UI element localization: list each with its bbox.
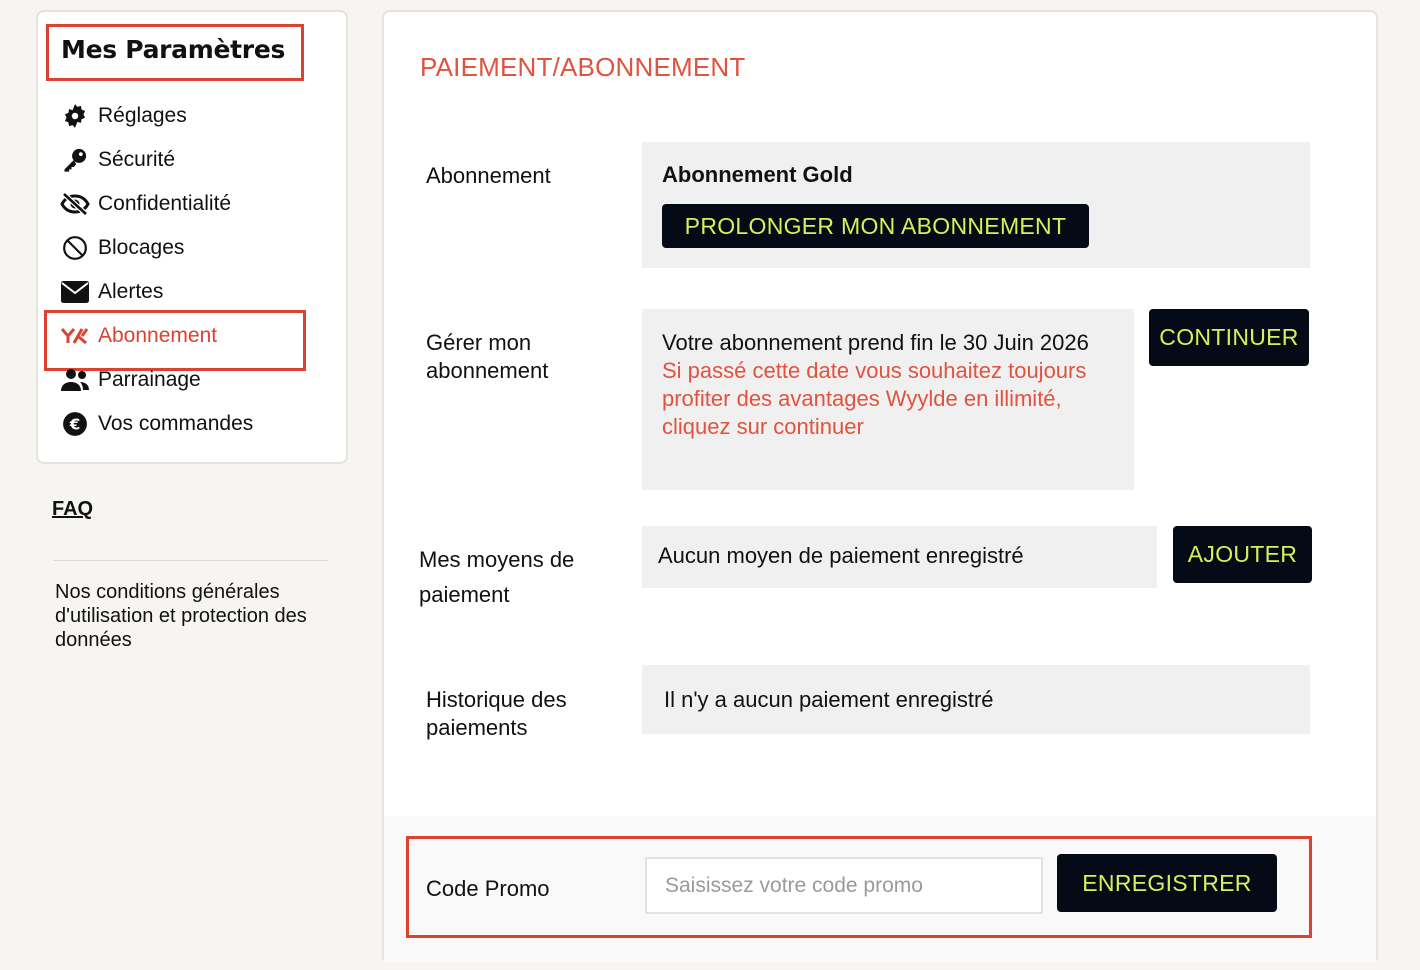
add-payment-button[interactable]: AJOUTER [1173,526,1312,583]
sidebar-item-label: Parrainage [98,368,201,391]
manage-subscription-label: Gérer mon abonnement [426,330,549,383]
users-icon [60,366,90,394]
sidebar-item-label: Alertes [98,280,164,303]
sidebar-item-alertes[interactable] [60,270,320,314]
subscription-warning: Si passé cette date vous souhaitez toujours profiter des avantages Wyylde en illimité, cliquez sur continuer [662,358,1087,439]
envelope-icon [60,278,90,306]
settings-sidebar [36,10,348,464]
sidebar-title: Mes Paramètres [46,24,304,81]
payment-methods-label: Mes moyens de paiement [419,547,575,607]
subscription-end-text [662,329,1122,441]
promo-section [384,816,1376,962]
sidebar-item-reglages[interactable] [60,94,320,138]
continue-button[interactable]: CONTINUER [1149,309,1309,366]
gear-icon [60,102,90,130]
key-icon [60,146,90,174]
payment-methods-text: Aucun moyen de paiement enregistré [658,543,1024,568]
ban-icon [60,234,90,262]
sidebar-item-abonnement[interactable] [60,314,320,358]
subscription-box [642,142,1310,268]
sidebar-item-label: Sécurité [98,148,176,171]
sidebar-item-commandes[interactable] [60,402,320,446]
sidebar-item-securite[interactable] [60,138,320,182]
subscription-label: Abonnement [426,163,551,188]
promo-frame [406,836,1312,938]
sidebar-item-confidentialite[interactable] [60,182,320,226]
svg-text:€: € [69,415,81,434]
eye-slash-icon [60,190,90,218]
promo-code-input[interactable] [645,857,1043,914]
euro-icon [60,410,90,438]
sidebar-item-label: Abonnement [98,324,218,347]
sidebar-item-label: Réglages [98,104,187,127]
save-promo-button[interactable]: ENREGISTRER [1057,854,1277,912]
settings-menu [60,94,320,446]
payment-history-box [642,665,1310,734]
wyylde-logo-icon [60,322,90,350]
sidebar-item-blocages[interactable] [60,226,320,270]
payment-panel [382,10,1378,960]
page-title: PAIEMENT/ABONNEMENT [420,52,746,82]
terms-link[interactable]: Nos conditions générales d'utilisation et protection des données [55,581,307,651]
payment-methods-box [642,526,1157,588]
payment-history-text: Il n'y a aucun paiement enregistré [664,687,994,712]
subscription-name: Abonnement Gold [662,162,853,187]
sidebar-item-label: Confidentialité [98,192,232,215]
subscription-end-date: Votre abonnement prend fin le 30 Juin 2026 [662,330,1089,355]
sidebar-item-parrainage[interactable] [60,358,320,402]
manage-subscription-box [642,309,1134,490]
extend-subscription-button[interactable]: PROLONGER MON ABONNEMENT [662,204,1089,248]
sidebar-divider [54,560,328,561]
payment-history-label: Historique des paiements [426,687,567,740]
sidebar-item-label: Blocages [98,236,185,259]
promo-label: Code Promo [426,876,550,901]
sidebar-item-label: Vos commandes [98,412,254,435]
faq-link[interactable]: FAQ [52,498,94,520]
